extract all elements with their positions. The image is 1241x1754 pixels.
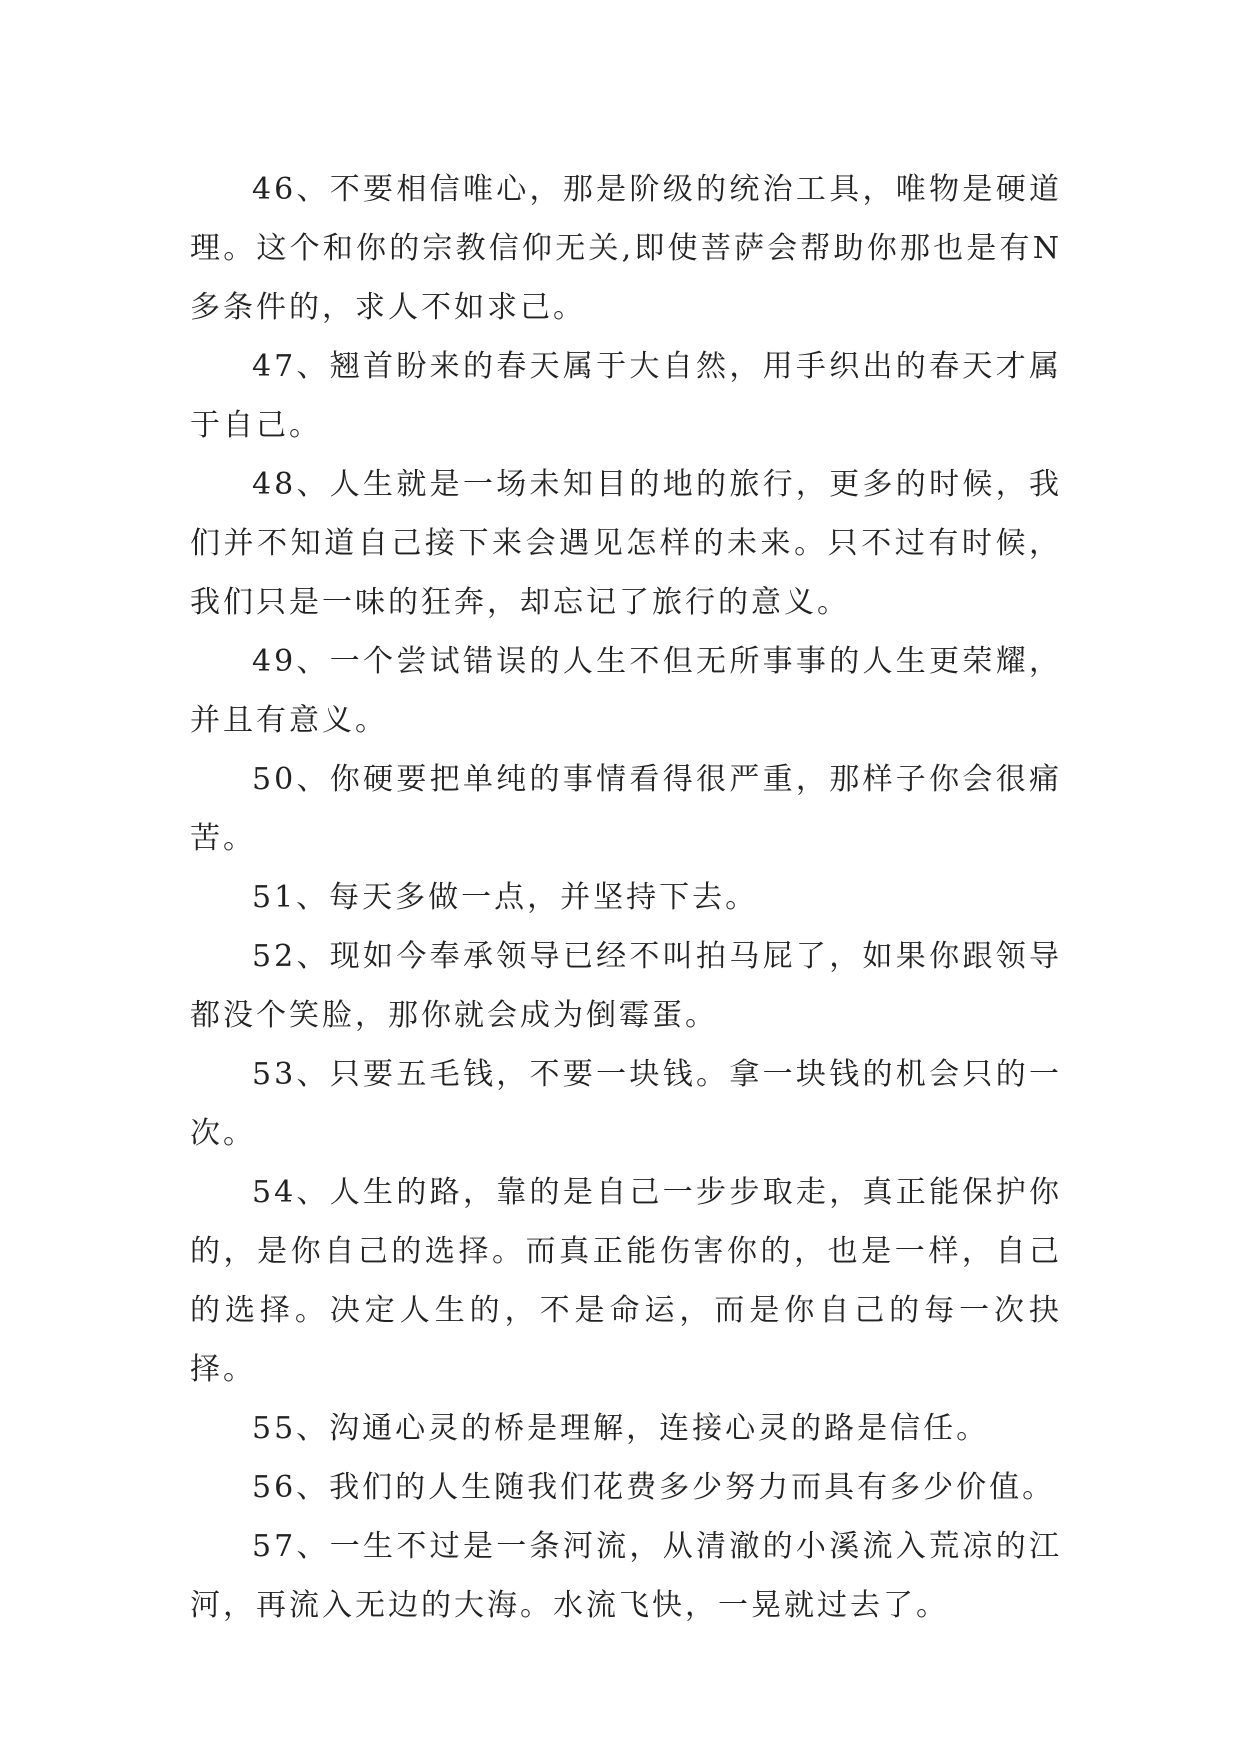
paragraph-46: 46、不要相信唯心，那是阶级的统治工具，唯物是硬道理。这个和你的宗教信仰无关,即使菩萨会帮助你那也是有N多条件的，求人不如求己。 xyxy=(190,172,1062,325)
paragraph-55: 55、沟通心灵的桥是理解，连接心灵的路是信任。 xyxy=(252,1411,990,1446)
document-body xyxy=(190,160,1062,1635)
paragraph-49: 49、一个尝试错误的人生不但无所事事的人生更荣耀，并且有意义。 xyxy=(190,644,1062,738)
paragraph-47: 47、翘首盼来的春天属于大自然，用手织出的春天才属于自己。 xyxy=(190,349,1062,443)
paragraph-52: 52、现如今奉承领导已经不叫拍马屁了，如果你跟领导都没个笑脸，那你就会成为倒霉蛋。 xyxy=(190,939,1062,1033)
paragraph-57: 57、一生不过是一条河流，从清澈的小溪流入荒凉的江河，再流入无边的大海。水流飞快，一晃就过去了。 xyxy=(190,1529,1062,1623)
paragraph-53: 53、只要五毛钱，不要一块钱。拿一块钱的机会只的一次。 xyxy=(190,1057,1062,1151)
paragraph-54: 54、人生的路，靠的是自己一步步取走，真正能保护你的，是你自己的选择。而真正能伤害你的，也是一样，自己的选择。决定人生的，不是命运，而是你自己的每一次抉择。 xyxy=(190,1175,1062,1387)
paragraph-56: 56、我们的人生随我们花费多少努力而具有多少价值。 xyxy=(252,1470,1056,1505)
paragraph-51: 51、每天多做一点，并坚持下去。 xyxy=(252,880,759,915)
paragraph-50: 50、你硬要把单纯的事情看得很严重，那样子你会很痛苦。 xyxy=(190,762,1062,856)
paragraph-48: 48、人生就是一场未知目的地的旅行，更多的时候，我们并不知道自己接下来会遇见怎样的未来。只不过有时候，我们只是一味的狂奔，却忘记了旅行的意义。 xyxy=(190,467,1062,620)
